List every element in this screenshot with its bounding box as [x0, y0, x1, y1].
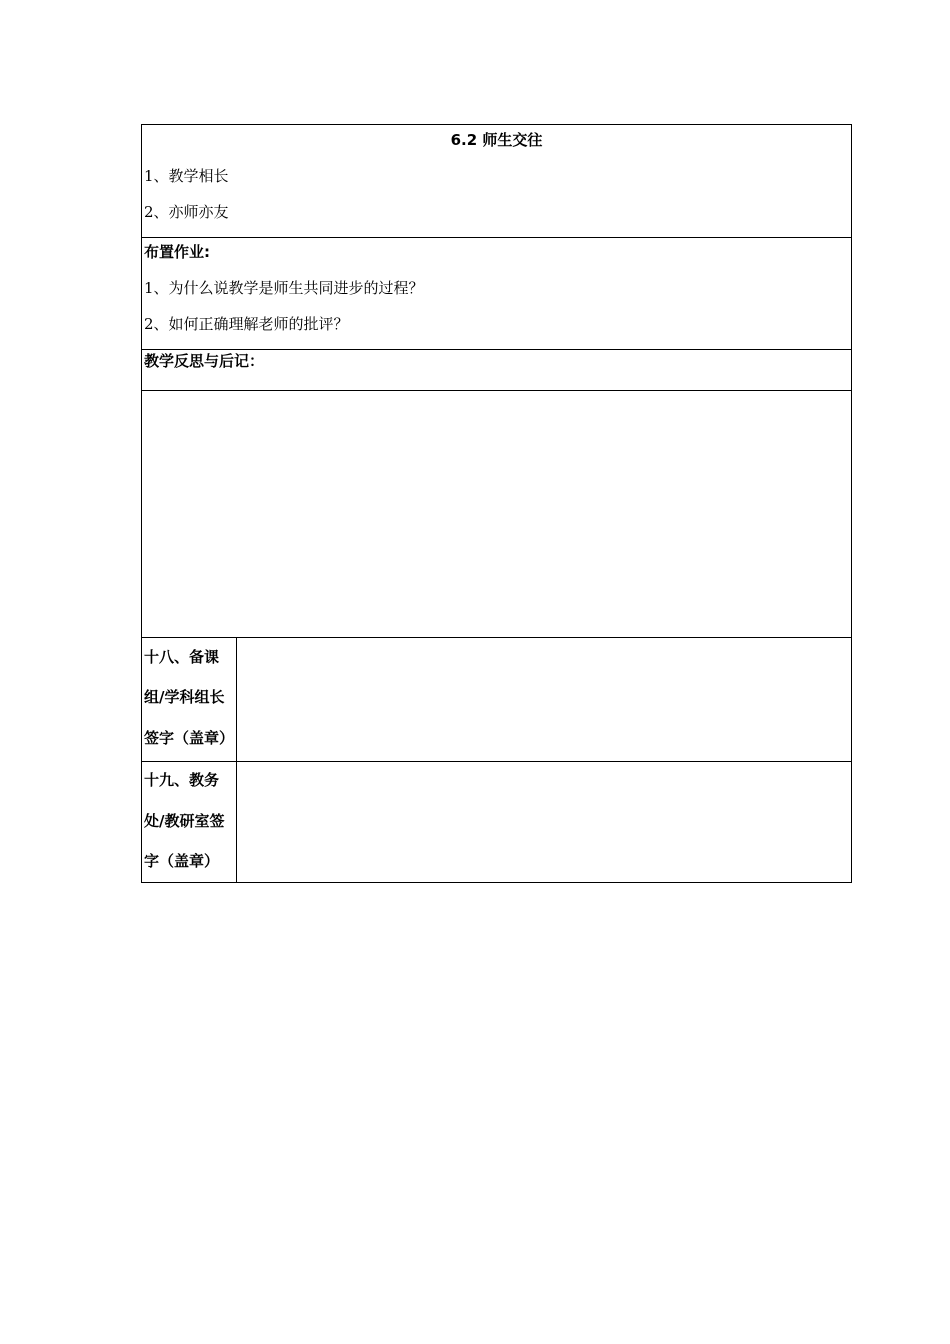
row-divider [142, 637, 851, 638]
reflection-heading: 教学反思与后记： [144, 352, 265, 370]
signature-office-label: 字（盖章） [144, 852, 220, 870]
signature-group-field[interactable] [242, 647, 847, 757]
section-title: 6.2 师生交往 [450, 131, 543, 149]
lesson-plan-table [141, 124, 852, 883]
homework-item: 1、为什么说教学是师生共同进步的过程？ [144, 279, 424, 297]
section-item: 2、亦师亦友 [144, 203, 229, 221]
row-divider [142, 349, 851, 350]
column-divider [236, 637, 237, 883]
section-item: 1、教学相长 [144, 167, 229, 185]
signature-office-field[interactable] [242, 770, 847, 878]
signature-office-label: 十九、教务 [144, 771, 220, 789]
row-divider [142, 237, 851, 238]
signature-group-label: 组/学科组长 [144, 688, 225, 706]
signature-office-label: 处/教研室签 [144, 812, 225, 830]
homework-item: 2、如何正确理解老师的批评？ [144, 315, 349, 333]
row-divider [142, 761, 851, 762]
homework-heading: 布置作业: [144, 243, 210, 261]
reflection-content[interactable] [146, 397, 846, 633]
row-divider [142, 390, 851, 391]
signature-group-label: 签字（盖章） [144, 729, 235, 747]
signature-group-label: 十八、备课 [144, 648, 220, 666]
